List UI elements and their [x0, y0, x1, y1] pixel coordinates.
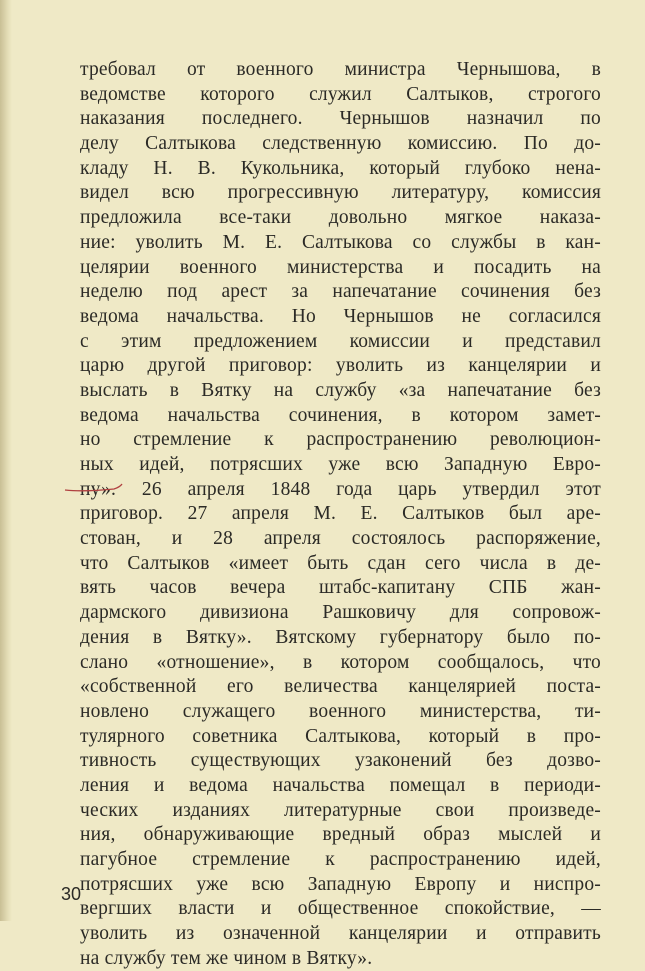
text-line: ния, обнаруживающие вредный образ мыслей и [80, 824, 601, 846]
text-line: стован, и 28 апреля состоялось распоряжение, [80, 528, 601, 550]
text-line: пу». 26 апреля 1848 года царь утвердил этот [80, 478, 601, 500]
text-line: уволить из означенной канцелярии и отправить [80, 923, 601, 945]
body-text [80, 58, 601, 971]
text-line: что Салтыков «имеет быть сдан сего числа в де- [80, 552, 601, 574]
text-line: ных идей, потрясших уже всю Западную Евро- [80, 454, 601, 475]
text-line: кладу Н. В. Кукольника, который глубоко нена- [80, 157, 601, 179]
red-pen-underline [64, 483, 126, 493]
text-line: ления и ведома начальства помещал в периоди- [80, 774, 601, 796]
text-line: ведома начальства. Но Чернышов не согласился [80, 305, 601, 327]
page-binding-edge [0, 0, 12, 921]
text-line: ведомстве которого служил Салтыков, строгого [80, 83, 601, 105]
text-line: предложила все-таки довольно мягкое наказа- [80, 207, 601, 229]
text-line: царю другой приговор: уволить из канцелярии и [80, 355, 601, 377]
text-line: тивность существующих узаконений без дозво- [80, 750, 601, 772]
text-line: дармского дивизиона Рашковичу для сопровож- [80, 602, 601, 624]
text-line: требовал от военного министра Чернышова, в [80, 59, 601, 80]
text-line: потрясших уже всю Западную Европу и ниспро- [80, 873, 601, 895]
text-line: тулярного советника Салтыкова, который в про- [80, 725, 601, 747]
text-line: слано «отношение», в котором сообщалось, что [80, 651, 601, 673]
text-line: вергших власти и общественное спокойствие, — [80, 898, 601, 920]
text-line: ведома начальства сочинения, в котором замет- [80, 404, 601, 426]
text-line: ческих изданиях литературные свои произведе- [80, 799, 601, 821]
text-line: на службу тем же чином в Вятку». [80, 947, 373, 969]
text-line: новлено служащего военного министерства, ти- [80, 700, 601, 722]
text-line: целярии военного министерства и посадить на [80, 256, 601, 278]
text-line: дения в Вятку». Вятскому губернатору было по- [80, 626, 601, 648]
text-line: делу Салтыкова следственную комиссию. По до- [80, 133, 601, 155]
text-line: выслать в Вятку на службу «за напечатание без [80, 379, 601, 401]
text-line: ние: уволить М. Е. Салтыкова со службы в кан- [80, 231, 601, 253]
text-line: наказания последнего. Чернышов назначил по [80, 108, 601, 130]
text-line: «собственной его величества канцелярией поста- [80, 676, 601, 698]
text-line: пагубное стремление к распространению идей, [80, 849, 601, 870]
text-line: но стремление к распространению революцион- [80, 429, 601, 451]
text-line: с этим предложением комиссии и представил [80, 330, 601, 352]
text-line: видел всю прогрессивную литературу, комиссия [80, 182, 601, 204]
text-line: неделю под арест за напечатание сочинения без [80, 281, 601, 303]
page-number: 30 [61, 884, 82, 904]
text-line: приговор. 27 апреля М. Е. Салтыков был аре- [80, 503, 601, 525]
text-line: вять часов вечера штабс-капитану СПБ жан- [80, 577, 601, 599]
